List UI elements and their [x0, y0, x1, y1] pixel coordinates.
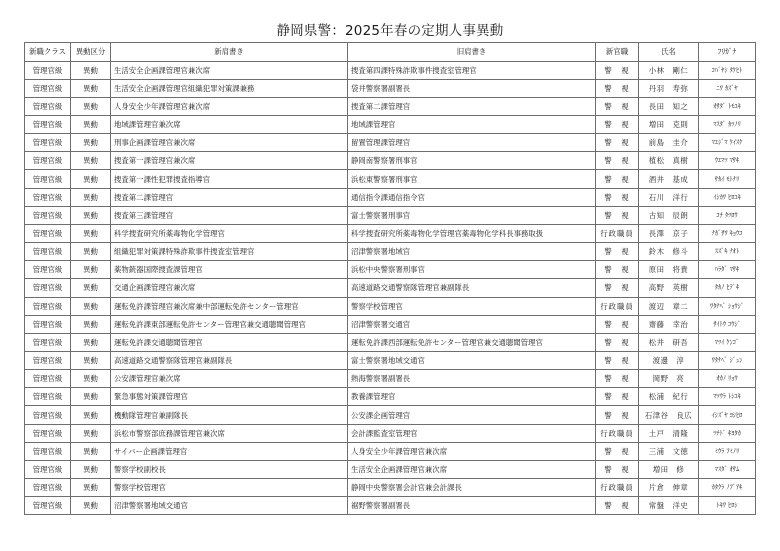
cell-furigana: ﾅｶﾞｻﾜ ｷｮｳｺ [699, 224, 756, 242]
table-row [25, 224, 756, 242]
cell-new-rank: 警 視 [596, 188, 639, 206]
cell-name: 酒井 基成 [639, 170, 699, 188]
cell-transfer-type: 異動 [71, 206, 111, 224]
cell-furigana: ﾂﾁﾄﾞ ｷﾖﾀｶ [699, 424, 756, 442]
cell-name: 常盤 洋史 [639, 497, 699, 515]
cell-new-rank: 警 視 [596, 134, 639, 152]
document-title: 静岡県警：2025年春の定期人事異動 [276, 23, 504, 39]
table-body [25, 61, 756, 515]
cell-new-title: 高速道路交通警察隊管理官兼副隊長 [111, 352, 348, 370]
cell-new-rank: 警 視 [596, 97, 639, 115]
cell-new-title: 薬物銃器国際捜査課管理官 [111, 261, 348, 279]
personnel-table [24, 42, 756, 515]
cell-old-title: 富士警察署地域交通官 [348, 352, 596, 370]
table-row [25, 61, 756, 79]
cell-class: 管理官級 [25, 279, 71, 297]
header-class: 新職クラス [25, 43, 71, 62]
cell-furigana: ｺﾁ ﾀﾂﾛｳ [699, 206, 756, 224]
cell-furigana: ｻｶｲ ﾓﾄﾅﾘ [699, 170, 756, 188]
cell-transfer-type: 異動 [71, 224, 111, 242]
cell-name: 前島 圭介 [639, 134, 699, 152]
cell-name: 原田 将貴 [639, 261, 699, 279]
cell-class: 管理官級 [25, 170, 71, 188]
cell-class: 管理官級 [25, 424, 71, 442]
cell-name: 植松 真樹 [639, 152, 699, 170]
cell-class: 管理官級 [25, 224, 71, 242]
cell-name: 岡野 亮 [639, 370, 699, 388]
cell-old-title: 沼津警察署交通官 [348, 315, 596, 333]
cell-new-rank: 警 視 [596, 442, 639, 460]
cell-new-title: 組織犯罪対策課特殊詐欺事件捜査室管理官 [111, 243, 348, 261]
cell-new-title: 捜査第二課管理官 [111, 188, 348, 206]
cell-transfer-type: 異動 [71, 134, 111, 152]
cell-transfer-type: 異動 [71, 243, 111, 261]
cell-new-title: 捜査第一課管理官兼次席 [111, 152, 348, 170]
cell-new-rank: 警 視 [596, 352, 639, 370]
cell-name: 増田 克則 [639, 115, 699, 133]
cell-new-title: 生活安全企画課管理官組織犯罪対策課兼務 [111, 79, 348, 97]
cell-furigana: ﾜﾀﾅﾍﾞ ｼｮｳｼﾞ [699, 297, 756, 315]
cell-new-title: 人身安全少年課管理官兼次席 [111, 97, 348, 115]
cell-new-rank: 警 視 [596, 333, 639, 351]
table-row [25, 442, 756, 460]
cell-new-rank: 警 視 [596, 370, 639, 388]
cell-transfer-type: 異動 [71, 333, 111, 351]
cell-transfer-type: 異動 [71, 279, 111, 297]
cell-furigana: ﾆﾜ ｶｽﾞﾔ [699, 79, 756, 97]
cell-furigana: ﾜﾀﾅﾍﾞ ｼﾞｭﾝ [699, 352, 756, 370]
cell-old-title: 高速道路交通警察隊管理官兼副隊長 [348, 279, 596, 297]
table-header-row [25, 43, 756, 62]
cell-new-title: 公安課管理官兼次席 [111, 370, 348, 388]
cell-transfer-type: 異動 [71, 479, 111, 497]
cell-name: 長澤 京子 [639, 224, 699, 242]
cell-new-rank: 警 視 [596, 170, 639, 188]
table-row [25, 261, 756, 279]
cell-transfer-type: 異動 [71, 352, 111, 370]
cell-old-title: 科学捜査研究所薬毒物化学管理官薬毒物化学科長事務取扱 [348, 224, 596, 242]
cell-name: 丹羽 寿弥 [639, 79, 699, 97]
table-row [25, 243, 756, 261]
table-row [25, 134, 756, 152]
cell-name: 片倉 伸章 [639, 479, 699, 497]
cell-transfer-type: 異動 [71, 315, 111, 333]
table-row [25, 388, 756, 406]
cell-transfer-type: 異動 [71, 460, 111, 478]
cell-new-rank: 行政職員 [596, 479, 639, 497]
cell-name: 松浦 紀行 [639, 388, 699, 406]
cell-old-title: 沼津警察署地域官 [348, 243, 596, 261]
table-row [25, 460, 756, 478]
table-row [25, 170, 756, 188]
cell-transfer-type: 異動 [71, 442, 111, 460]
cell-class: 管理官級 [25, 460, 71, 478]
cell-new-title: 警察学校管理官 [111, 479, 348, 497]
table-row [25, 370, 756, 388]
cell-name: 鈴木 修斗 [639, 243, 699, 261]
cell-new-rank: 警 視 [596, 460, 639, 478]
cell-name: 古知 辰朗 [639, 206, 699, 224]
cell-class: 管理官級 [25, 188, 71, 206]
cell-old-title: 裾野警察署副署長 [348, 497, 596, 515]
table-row [25, 188, 756, 206]
cell-new-rank: 警 視 [596, 388, 639, 406]
cell-class: 管理官級 [25, 388, 71, 406]
cell-name: 齋藤 幸治 [639, 315, 699, 333]
cell-furigana: ﾏﾂｳﾗ ﾄｼﾕｷ [699, 388, 756, 406]
cell-transfer-type: 異動 [71, 497, 111, 515]
cell-furigana: ﾐｳﾗ ﾌﾐﾉﾘ [699, 442, 756, 460]
cell-old-title: 浜松東警察署刑事官 [348, 170, 596, 188]
cell-transfer-type: 異動 [71, 188, 111, 206]
table-row [25, 206, 756, 224]
header-transfer-type: 異動区分 [71, 43, 111, 62]
cell-new-title: サイバー企画課管理官 [111, 442, 348, 460]
cell-old-title: 地域課管理官 [348, 115, 596, 133]
table-row [25, 352, 756, 370]
cell-class: 管理官級 [25, 333, 71, 351]
cell-old-title: 静岡南警察署刑事官 [348, 152, 596, 170]
cell-new-title: 緊急事態対策課管理官 [111, 388, 348, 406]
cell-new-title: 生活安全企画課管理官兼次席 [111, 61, 348, 79]
table-row [25, 497, 756, 515]
cell-transfer-type: 異動 [71, 152, 111, 170]
cell-new-title: 警察学校副校長 [111, 460, 348, 478]
cell-class: 管理官級 [25, 406, 71, 424]
cell-new-title: 刑事企画課管理官兼次席 [111, 134, 348, 152]
table-row [25, 406, 756, 424]
cell-new-title: 機動隊管理官兼副隊長 [111, 406, 348, 424]
cell-old-title: 熱海警察署副署長 [348, 370, 596, 388]
cell-new-rank: 警 視 [596, 152, 639, 170]
cell-new-title: 運転免許課東部運転免許センター管理官兼交通聴聞管理官 [111, 315, 348, 333]
cell-new-title: 浜松市警察部庶務課管理官兼次席 [111, 424, 348, 442]
header-old-title: 旧肩書き [348, 43, 596, 62]
cell-new-rank: 警 視 [596, 497, 639, 515]
cell-old-title: 生活安全企画課管理官兼次席 [348, 460, 596, 478]
cell-name: 増田 修 [639, 460, 699, 478]
cell-new-rank: 行政職員 [596, 297, 639, 315]
cell-furigana: ｵｶﾉ ﾘｮｳ [699, 370, 756, 388]
cell-furigana: ｲｼｶﾜ ﾋﾛﾕｷ [699, 188, 756, 206]
cell-old-title: 通信指令課通信指令官 [348, 188, 596, 206]
table-row [25, 79, 756, 97]
cell-new-title: 運転免許課管理官兼次席兼中部運転免許センター管理官 [111, 297, 348, 315]
cell-new-rank: 警 視 [596, 315, 639, 333]
cell-new-rank: 警 視 [596, 79, 639, 97]
cell-furigana: ｲｼｽﾞﾔ ﾖｼﾋﾛ [699, 406, 756, 424]
cell-old-title: 静岡中央警察署会計官兼会計課長 [348, 479, 596, 497]
cell-transfer-type: 異動 [71, 388, 111, 406]
cell-transfer-type: 異動 [71, 370, 111, 388]
table-row [25, 479, 756, 497]
cell-new-title: 沼津警察署地域交通官 [111, 497, 348, 515]
cell-new-rank: 警 視 [596, 61, 639, 79]
table-row [25, 279, 756, 297]
cell-class: 管理官級 [25, 497, 71, 515]
cell-furigana: ﾏｽﾀﾞ ｶﾂﾉﾘ [699, 115, 756, 133]
table-row [25, 333, 756, 351]
cell-new-title: 捜査第一課性犯罪捜査指導官 [111, 170, 348, 188]
table-row [25, 315, 756, 333]
cell-furigana: ｵｻﾀﾞ ﾄﾓﾕｷ [699, 97, 756, 115]
cell-class: 管理官級 [25, 206, 71, 224]
cell-old-title: 運転免許課西部運転免許センター管理官兼交通聴聞管理官 [348, 333, 596, 351]
cell-class: 管理官級 [25, 370, 71, 388]
cell-new-rank: 行政職員 [596, 224, 639, 242]
cell-old-title: 留置管理課管理官 [348, 134, 596, 152]
cell-class: 管理官級 [25, 261, 71, 279]
cell-old-title: 富士警察署刑事官 [348, 206, 596, 224]
cell-furigana: ﾏｽﾀﾞ ｵｻﾑ [699, 460, 756, 478]
cell-new-title: 地域課管理官兼次席 [111, 115, 348, 133]
cell-old-title: 警察学校管理官 [348, 297, 596, 315]
cell-name: 三浦 文徳 [639, 442, 699, 460]
table-row [25, 152, 756, 170]
cell-class: 管理官級 [25, 152, 71, 170]
cell-class: 管理官級 [25, 97, 71, 115]
cell-transfer-type: 異動 [71, 115, 111, 133]
cell-transfer-type: 異動 [71, 261, 111, 279]
table-row [25, 115, 756, 133]
cell-transfer-type: 異動 [71, 406, 111, 424]
table-row [25, 424, 756, 442]
cell-old-title: 捜査第四課特殊詐欺事件捜査室管理官 [348, 61, 596, 79]
cell-new-title: 交通企画課管理官兼次席 [111, 279, 348, 297]
cell-old-title: 教養課管理官 [348, 388, 596, 406]
cell-transfer-type: 異動 [71, 424, 111, 442]
cell-old-title: 浜松中央警察署刑事官 [348, 261, 596, 279]
header-name: 氏名 [639, 43, 699, 62]
cell-new-title: 科学捜査研究所薬毒物化学管理官 [111, 224, 348, 242]
cell-new-rank: 警 視 [596, 261, 639, 279]
cell-furigana: ﾄｷﾜ ﾋﾛｼ [699, 497, 756, 515]
cell-old-title: 袋井警察署副署長 [348, 79, 596, 97]
cell-name: 長田 知之 [639, 97, 699, 115]
cell-furigana: ﾏｴｼﾞﾏ ｹｲｽｹ [699, 134, 756, 152]
cell-old-title: 会計課監査室管理官 [348, 424, 596, 442]
cell-class: 管理官級 [25, 442, 71, 460]
cell-furigana: ﾀｶﾉ ﾋﾃﾞｷ [699, 279, 756, 297]
cell-new-rank: 警 視 [596, 279, 639, 297]
cell-name: 高野 英樹 [639, 279, 699, 297]
cell-class: 管理官級 [25, 315, 71, 333]
cell-transfer-type: 異動 [71, 297, 111, 315]
table-row [25, 297, 756, 315]
cell-transfer-type: 異動 [71, 61, 111, 79]
cell-new-rank: 警 視 [596, 243, 639, 261]
cell-old-title: 人身安全少年課管理官兼次席 [348, 442, 596, 460]
cell-class: 管理官級 [25, 134, 71, 152]
cell-name: 石津谷 良広 [639, 406, 699, 424]
cell-name: 渡邊 淳 [639, 352, 699, 370]
cell-new-rank: 警 視 [596, 115, 639, 133]
cell-furigana: ﾊﾗﾀﾞ ﾏｻｷ [699, 261, 756, 279]
cell-new-rank: 警 視 [596, 206, 639, 224]
cell-old-title: 公安課企画管理官 [348, 406, 596, 424]
cell-transfer-type: 異動 [71, 79, 111, 97]
cell-name: 松井 研吾 [639, 333, 699, 351]
table-row [25, 97, 756, 115]
cell-class: 管理官級 [25, 352, 71, 370]
cell-new-rank: 警 視 [596, 406, 639, 424]
header-new-rank: 新官職 [596, 43, 639, 62]
cell-new-rank: 行政職員 [596, 424, 639, 442]
cell-name: 石川 洋行 [639, 188, 699, 206]
cell-furigana: ﾏﾂｲ ｹﾝｺﾞ [699, 333, 756, 351]
header-furigana: ﾌﾘｶﾞﾅ [699, 43, 756, 62]
header-new-title: 新肩書き [111, 43, 348, 62]
cell-class: 管理官級 [25, 61, 71, 79]
cell-class: 管理官級 [25, 479, 71, 497]
cell-furigana: ｽｽﾞｷ ﾅｵﾄ [699, 243, 756, 261]
cell-name: 土戸 清隆 [639, 424, 699, 442]
cell-transfer-type: 異動 [71, 170, 111, 188]
cell-furigana: ｺﾊﾞﾔｼ ﾀｹﾋﾄ [699, 61, 756, 79]
cell-old-title: 捜査第二課管理官 [348, 97, 596, 115]
cell-class: 管理官級 [25, 79, 71, 97]
cell-class: 管理官級 [25, 115, 71, 133]
cell-furigana: ｳｴﾏﾂ ﾏｻｷ [699, 152, 756, 170]
cell-transfer-type: 異動 [71, 97, 111, 115]
cell-new-title: 運転免許課交通聴聞管理官 [111, 333, 348, 351]
cell-class: 管理官級 [25, 243, 71, 261]
cell-furigana: ｶﾀｸﾗ ﾉﾌﾞｱｷ [699, 479, 756, 497]
cell-name: 渡辺 章二 [639, 297, 699, 315]
cell-class: 管理官級 [25, 297, 71, 315]
cell-furigana: ｻｲﾄｳ ｺｳｼﾞ [699, 315, 756, 333]
cell-name: 小林 剛仁 [639, 61, 699, 79]
cell-new-title: 捜査第三課管理官 [111, 206, 348, 224]
